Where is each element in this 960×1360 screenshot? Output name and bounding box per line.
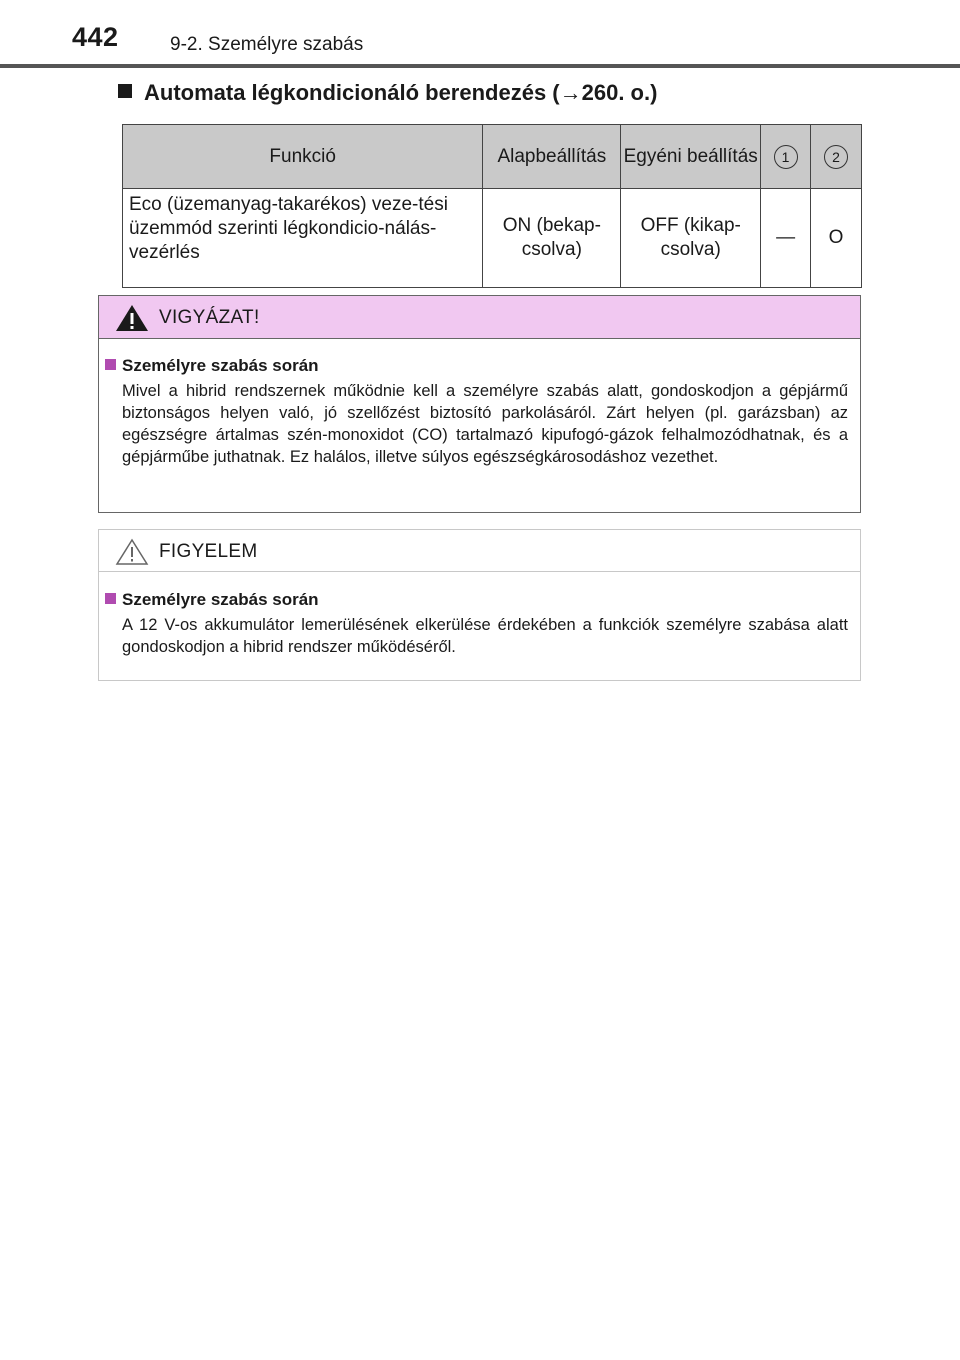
chapter-title: 9-2. Személyre szabás xyxy=(170,34,364,55)
cell-function: Eco (üzemanyag-takarékos) veze-tési üzemmód szerinti légkondicio-nálás-vezérlés xyxy=(123,189,483,288)
settings-table xyxy=(122,124,862,288)
cell-col2: O xyxy=(811,189,862,288)
page-number: 442 xyxy=(72,22,119,52)
warning-item-title xyxy=(105,356,319,376)
notice-header xyxy=(99,530,860,572)
circled-number-1: 1 xyxy=(774,145,798,169)
column-header-custom: Egyéni beállítás xyxy=(621,125,761,189)
notice-item-title xyxy=(105,590,319,610)
header-divider xyxy=(0,64,960,68)
notice-label: FIGYELEM xyxy=(159,541,258,562)
column-header-default: Alapbeállítás xyxy=(483,125,621,189)
warning-label: VIGYÁZAT! xyxy=(159,307,260,328)
notice-triangle-icon xyxy=(115,538,149,566)
table-header-row xyxy=(123,125,862,189)
warning-item-text: Mivel a hibrid rendszernek működnie kell a személyre szabás alatt, gondoskodjon a gépjármű biztonságos helyen való, jó szellőzést biztosító parkolásáról. Zárt helyen (pl. garázsban) az egészségre ártalmas szén-monoxidot (CO) tartalmazó kipufogó-gázok felhalmozódhatnak, és a gépjárműbe juthatnak. Ez halálos, illetve súlyos egészségkárosodáshoz vezethet. xyxy=(122,382,848,466)
square-bullet-icon xyxy=(105,593,116,604)
cell-col1: — xyxy=(761,189,811,288)
column-header-2 xyxy=(811,125,862,189)
warning-item-title-text: Személyre szabás során xyxy=(122,356,319,375)
column-header-1 xyxy=(761,125,811,189)
notice-item-title-text: Személyre szabás során xyxy=(122,590,319,609)
warning-box xyxy=(98,295,861,513)
cell-default: ON (bekap-csolva) xyxy=(483,189,621,288)
section-title-text: Automata légkondicionáló berendezés (→260. o.) xyxy=(144,80,658,105)
warning-header xyxy=(99,296,860,339)
cell-custom: OFF (kikap-csolva) xyxy=(621,189,761,288)
table-row xyxy=(123,189,862,288)
circled-number-2: 2 xyxy=(824,145,848,169)
notice-item-text: A 12 V-os akkumulátor lemerülésének elkerülése érdekében a funkciók személyre szabása alatt gondoskodjon a hibrid rendszer működéséről. xyxy=(122,616,848,656)
notice-box xyxy=(98,529,861,681)
square-bullet-icon xyxy=(118,84,132,98)
warning-triangle-icon xyxy=(115,304,149,332)
square-bullet-icon xyxy=(105,359,116,370)
column-header-function: Funkció xyxy=(123,125,483,189)
section-heading xyxy=(118,80,657,106)
